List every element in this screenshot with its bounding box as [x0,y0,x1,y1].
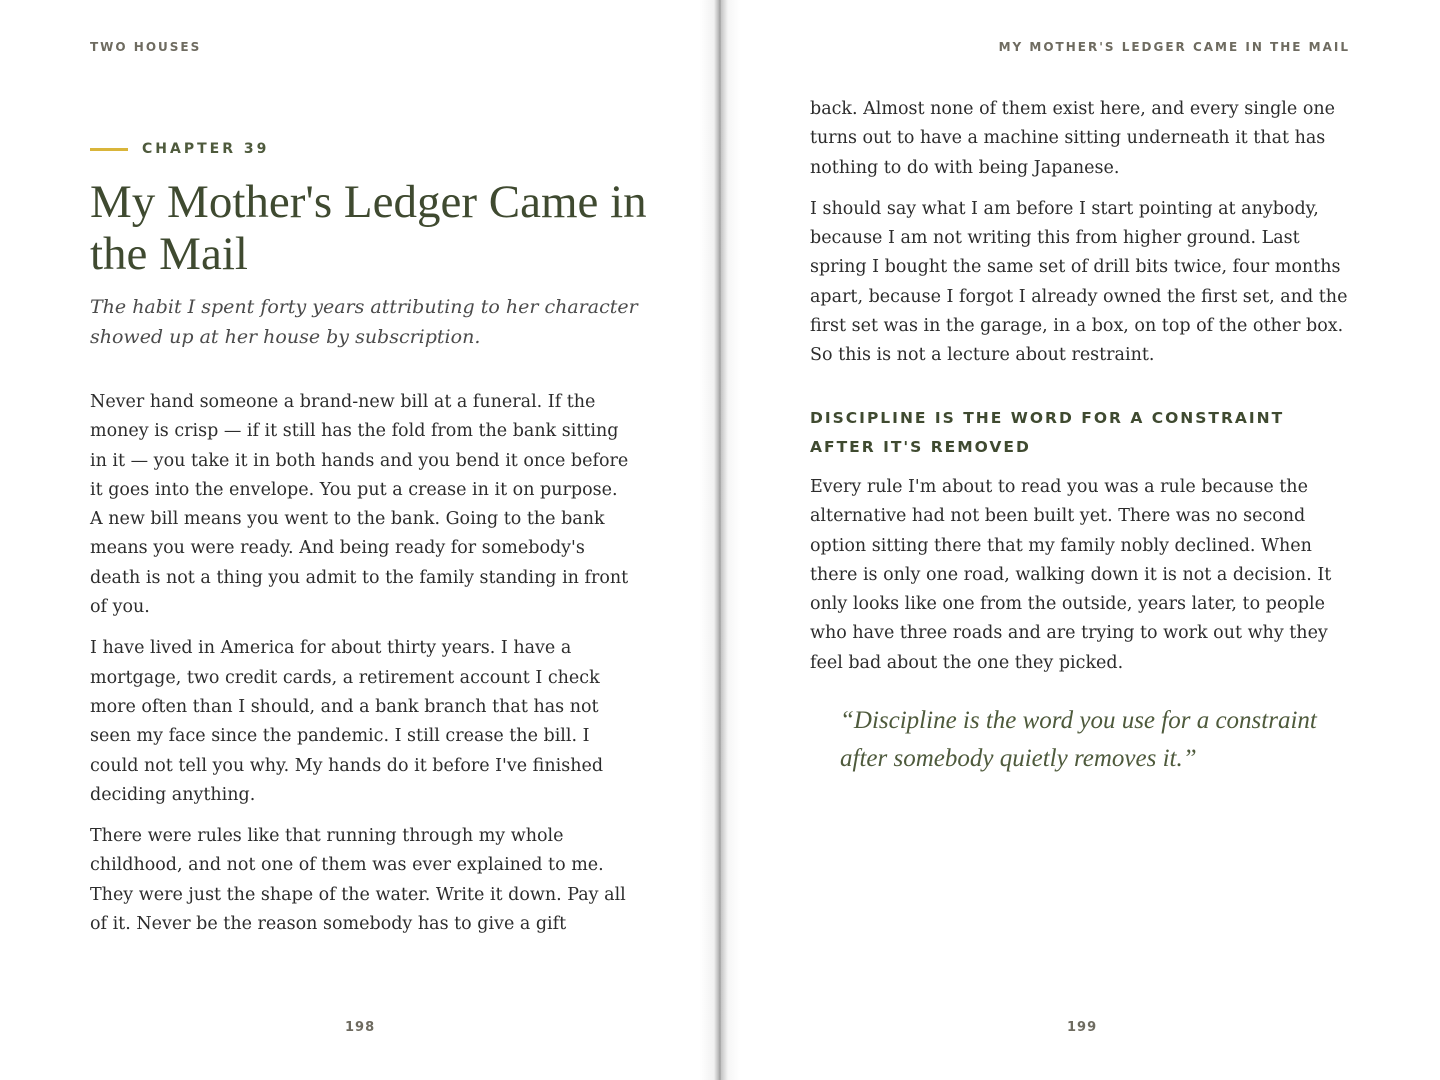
right-body-text [810,95,1355,383]
left-page [0,0,718,1080]
running-head-book-title: TWO HOUSES [90,40,202,54]
left-body-text [90,388,635,951]
right-body-text-after-heading [810,473,1355,690]
paragraph: I should say what I am before I start pointing at anybody, because I am not writing this from higher ground. Last spring I bought the same set of drill bits twice, four months apart, because I forgot I already owned the first set, and the first set was in the garage, in a box, on top of the other box. So this is not a lecture about restraint. [810,198,1348,366]
right-page [722,0,1440,1080]
paragraph: There were rules like that running through my whole childhood, and not one of them was ever explained to me. They were just the shape of the water. Write it down. Pay all of it. Never be the reason somebody has to give a gift [90,826,626,935]
section-heading: DISCIPLINE IS THE WORD FOR A CONSTRAINT AFTER IT'S REMOVED [810,409,1285,456]
chapter-title: My Mother's Ledger Came in the Mail [90,176,647,280]
running-head-chapter-title: MY MOTHER'S LEDGER CAME IN THE MAIL [998,40,1350,54]
chapter-number: CHAPTER 39 [142,141,270,157]
chapter-label [90,141,269,157]
paragraph: back. Almost none of them exist here, and every single one turns out to have a machine sitting underneath it that has nothing to do with being Japanese. [810,99,1335,178]
paragraph: I have lived in America for about thirty years. I have a mortgage, two credit cards, a retirement account I check more often than I should, and a bank branch that has not seen my face since the pandemic. I still crease the bill. I could not tell you why. My hands do it before I've finished deciding anything. [90,638,604,805]
paragraph: Never hand someone a brand-new bill at a funeral. If the money is crisp — if it still has the fold from the bank sitting in it — you take it in both hands and you bend it once before it goes into the envelope. You put a crease in it on purpose. A new bill means you went to the bank. Going to the bank means you were ready. And being ready for somebody's death is not a thing you admit to the family standing in front of you. [90,392,629,618]
chapter-accent-rule [90,148,128,151]
page-number-right: 199 [1067,1020,1098,1035]
page-number-left: 198 [345,1020,376,1035]
paragraph: Every rule I'm about to read you was a rule because the alternative had not been built yet. There was no second option sitting there that my family nobly declined. When there is only one road, walking down it is not a decision. It only looks like one from the outside, years later, to people who have three roads and are trying to work out why they feel bad about the one they picked. [810,477,1332,673]
chapter-subtitle: The habit I spent forty years attributing to her character showed up at her house by subscription. [90,296,638,348]
pull-quote: “Discipline is the word you use for a constraint after somebody quietly removes it.” [840,707,1317,772]
